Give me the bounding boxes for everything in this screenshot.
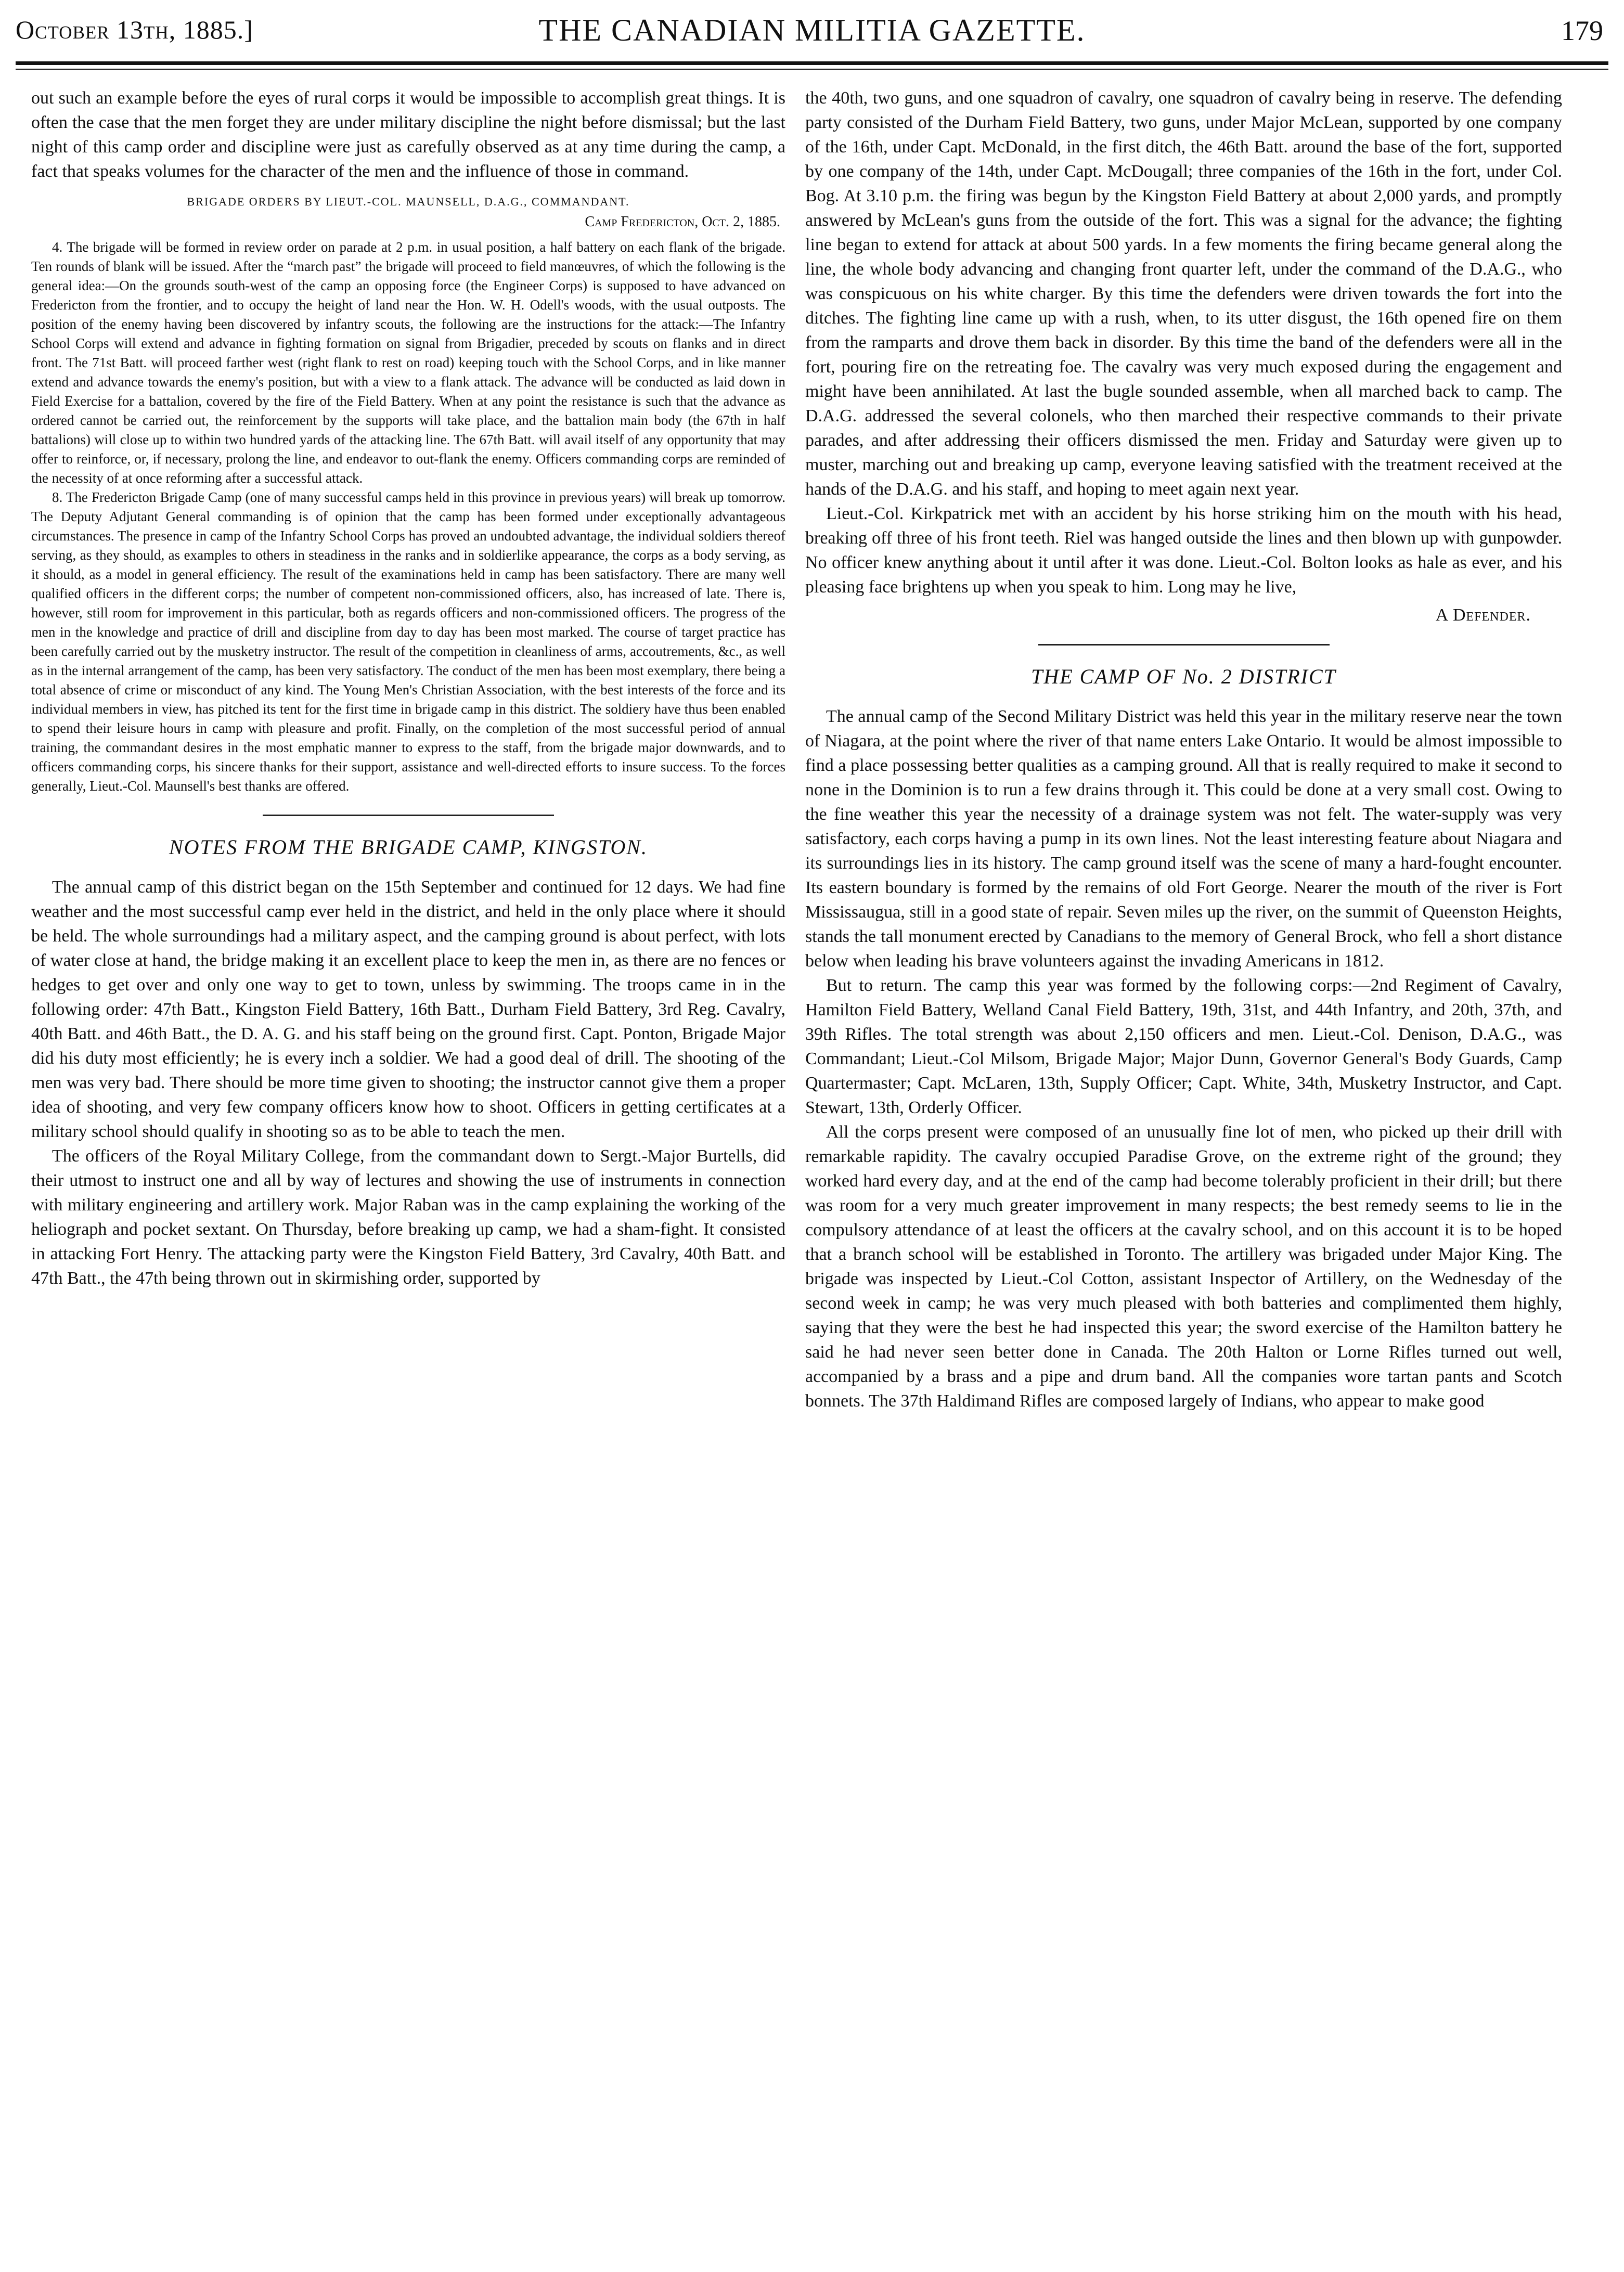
kingston-section-title: NOTES FROM THE BRIGADE CAMP, KINGSTON. xyxy=(169,835,648,859)
kingston-paragraph-1: The annual camp of this district began on the 15th September and continued for 12 days. We had fine weather and the most successful camp ever held in the district, and held in the only place where it should be held. The whole surroundings had a military aspect, and the camping ground is about perfect, with lots of water close at hand, the bridge making it an excellent place to keep the men in, as there are no fences or hedges to get over and only one way to get to town, unless by swimming. The troops came in in the following order: 47th Batt., Kingston Field Battery, 16th Batt., Durham Field Battery, 3rd Reg. Cavalry, 40th Batt. and 46th Batt., the D. A. G. and his staff being on the ground first. Capt. Ponton, Brigade Major did his duty most efficiently; he is every inch a soldier. We had a good deal of drill. The shooting of the men was very bad. There should be more time given to shooting; the instructor cannot give them a proper idea of shooting, and very few company officers know how to shoot. Officers in getting certificates at a military school should qualify in shooting so as to be able to teach the men. xyxy=(31,877,785,1141)
district-paragraph-2: But to return. The camp this year was formed by the following corps:—2nd Regiment of Cavalry, Hamilton Field Battery, Welland Canal Field Battery, 19th, 31st, and 44th Infantry, and 20th, 37th, and 39th Rifles. The total strength was about 2,150 officers and men. Lieut.-Col. Denison, D.A.G., was Commandant; Lieut.-Col Milsom, Brigade Major; Major Dunn, Governor General's Body Guards, Camp Quartermaster; Capt. McLaren, 13th, Supply Officer; Capt. White, 34th, Musketry Instructor, and Capt. Stewart, 13th, Orderly Officer. xyxy=(805,976,1562,1117)
district-section-title: THE CAMP OF No. 2 DISTRICT xyxy=(1031,665,1336,688)
left-column xyxy=(31,86,785,1290)
masthead xyxy=(0,0,1624,57)
newspaper-title: THE CANADIAN MILITIA GAZETTE. xyxy=(538,13,1086,47)
intro-paragraph: out such an example before the eyes of rural corps it would be impossible to accomplish great things. It is often the case that the men forget they are under military discipline the night before dismissal; but the last night of this camp order and discipline were just as carefully observed as at any time during the camp, a fact that speaks volumes for the character of the men and the influence of those in command. xyxy=(31,88,785,181)
kingston-paragraph-3: the 40th, two guns, and one squadron of cavalry, one squadron of cavalry being in reserve. The defending party consisted of the Durham Field Battery, two guns, under Major McLean, supported by one company of the 16th, under Capt. McDonald, in the first ditch, the 46th Batt. around the base of the fort, supported by one company of the 14th, under Capt. McDougall; three companies of the 16th in the fort, under Col. Bog. At 3.10 p.m. the firing was begun by the Kingston Field Battery at about 2,000 yards, and promptly answered by McLean's guns from the outside of the fort. This was a signal for the advance; the fighting line began to extend for attack at about 500 yards. In a few moments the firing became general along the line, the whole body advancing and changing front quarter left, under the command of the D.A.G., who was conspicuous on his white charger. By this time the defenders were driven towards the fort into the ditches. The fighting line came up with a rush, when, to its utter disgust, the 16th opened fire on them from the ramparts and drove them back in disorder. By this time the band of the defenders were all in the fort, pouring fire on the retreating foe. The cavalry was very much exposed during the engagement and might have been annihilated. At last the bugle sounded assemble, when all marched back to camp. The D.A.G. addressed the several colonels, who then marched their respective commands to their private parades, and after addressing their officers dismissed the men. Friday and Saturday were given up to muster, marching out and breaking up camp, everyone leaving satisfied with the treatment received at the hands of the D.A.G. and his staff, and hoping to meet again next year. xyxy=(805,88,1562,499)
brigade-orders-heading: BRIGADE ORDERS BY LIEUT.-COL. MAUNSELL, D.A.G., COMMANDANT. xyxy=(187,195,630,208)
masthead-rule-thick xyxy=(16,61,1608,65)
kingston-paragraph-2: The officers of the Royal Military College, from the commandant down to Sergt.-Major Burtells, did their utmost to instruct one and all by way of lectures and showing the use of instruments in connection with military engineering and artillery work. Major Raban was in the camp explaining the working of the heliograph and pocket sextant. On Thursday, before breaking up camp, we had a sham-fight. It consisted in attacking Fort Henry. The attacking party were the Kingston Field Battery, 3rd Cavalry, 40th Batt. and 47th Batt., the 47th being thrown out in skirmishing order, supported by xyxy=(31,1146,785,1288)
order-paragraph-8: 8. The Fredericton Brigade Camp (one of many successful camps held in this province in previous years) will break up tomorrow. The Deputy Adjutant General commanding is of opinion that the camp has been formed under exceptionally advantageous circumstances. The presence in camp of the Infantry School Corps has proved an undoubted advantage, the individual soldiers thereof serving, as they should, as examples to others in steadiness in the ranks and in soldierlike appearance, the corps as a body serving, as it should, as a model in general efficiency. The result of the examinations held in camp has been satisfactory. There are many well qualified officers in the different corps; the number of competent non-commissioned officers, also, has increased of late. There is, however, still room for improvement in this particular, both as regards officers and non-commissioned officers. The progress of the men in the knowledge and practice of drill and discipline from day to day has been most marked. The course of target practice has been carefully carried out by the musketry instructor. The result of the competition in cleanliness of arms, accoutrements, &c., as well as in the internal arrangement of the camp, has been very satisfactory. The conduct of the men has been most exemplary, there being a total absence of crime or misconduct of any kind. The Young Men's Christian Association, with the best interests of the force and its individual members in view, has pitched its tent for the first time in brigade camp in this district. The soldiery have thus been enabled to spend their leisure hours in camp with pleasure and profit. Finally, on the completion of the most successful period of annual training, the commandant desires in the most emphatic manner to express to the staff, from the brigade major downwards, and to officers commanding corps, his sincere thanks for their support, assistance and well-directed efforts to insure success. To the forces generally, Lieut.-Col. Maunsell's best thanks are offered. xyxy=(31,489,785,794)
orders-dateline: Camp Fredericton, Oct. 2, 1885. xyxy=(585,214,780,230)
kingston-paragraph-4: Lieut.-Col. Kirkpatrick met with an accident by his horse striking him on the mouth with his head, breaking off three of his front teeth. Riel was hanged outside the lines and then blown up with gunpowder. No officer knew anything about it until after it was done. Lieut.-Col. Bolton looks as hale as ever, and his pleasing face brightens up when you speak to him. Long may he live, xyxy=(805,504,1562,597)
section-separator xyxy=(1038,644,1330,646)
masthead-rule-thin xyxy=(16,69,1608,70)
district-paragraph-1: The annual camp of the Second Military District was held this year in the military reserve near the town of Niagara, at the point where the river of that name enters Lake Ontario. It would be almost impossible to find a place possessing better qualities as a camping ground. All that is really required to make it second to none in the Dominion is to run a few drains through it. This could be done at a very small cost. Owing to the fine weather this year the necessity of a drainage system was not felt. The water-supply was very satisfactory, each corps having a pump in its own lines. Not the least interesting feature about Niagara and its surroundings lies in its history. The camp ground itself was the scene of many a hard-fought encounter. Its eastern boundary is formed by the remains of old Fort George. Nearer the mouth of the river is Fort Mississaugua, still in a good state of repair. Seven miles up the river, on the summit of Queenston Heights, stands the tall monument erected by Canadians to the memory of General Brock, who fell a short distance below when leading his brave volunteers against the invading Americans in 1812. xyxy=(805,707,1562,971)
article-signature: A Defender. xyxy=(1435,605,1531,625)
page-number: 179 xyxy=(1561,15,1603,46)
district-paragraph-3: All the corps present were composed of an unusually fine lot of men, who picked up their drill with remarkable rapidity. The cavalry occupied Paradise Grove, on the extreme right of the ground; they worked hard every day, and at the end of the camp had become tolerably proficient in their drill; but there was room for a very much greater improvement in many respects; the best remedy seems to lie in the compulsory attendance of at least the officers at the cavalry school, and on this account it is to be hoped that a branch school will be established in Toronto. The artillery was brigaded under Major King. The brigade was inspected by Lieut.-Col Cotton, assistant Inspector of Artillery, on the Wednesday of the second week in camp; he was very much pleased with both batteries and complimented them highly, saying that they were the best he had inspected this year; the sword exercise of the Hamilton battery he said he had never seen better done in Canada. The 20th Halton or Lorne Rifles turned out well, accompanied by a brass and a pipe and drum band. All the companies wore tartan pants and Scotch bonnets. The 37th Haldimand Rifles are composed largely of Indians, who appear to make good xyxy=(805,1122,1562,1411)
right-column xyxy=(805,86,1562,1413)
issue-date: October 13th, 1885.] xyxy=(16,15,253,44)
section-separator xyxy=(263,815,554,816)
order-paragraph-4: 4. The brigade will be formed in review order on parade at 2 p.m. in usual position, a half battery on each flank of the brigade. Ten rounds of blank will be issued. After the “march past” the brigade will proceed to field manœuvres, of which the following is the general idea:—On the grounds south-west of the camp an opposing force (the Engineer Corps) is supposed to have advanced on Fredericton from the frontier, and to occupy the height of land near the Hon. W. H. Odell's woods, with the usual outposts. The position of the enemy having been discovered by infantry scouts, the following are the instructions for the attack:—The Infantry School Corps will extend and advance in fighting formation on signal from Brigadier, preceded by scouts on flanks and in direct front. The 71st Batt. will proceed farther west (right flank to rest on road) keeping touch with the School Corps, and in like manner extend and advance towards the enemy's position, but with a view to a flank attack. The advance will be conducted as laid down in Field Exercise for a battalion, covered by the fire of the Field Battery. When at any point the resistance is such that the advance as ordered cannot be carried out, the reinforcement by the supports will take place, and the battalion main body (the 67th in half battalions) will close up to within two hundred yards of the attacking line. The 67th Batt. will avail itself of any opportunity that may offer to reinforce, or, if necessary, prolong the line, and endeavor to out-flank the enemy. Officers commanding corps are reminded of the necessity of at once reforming after a successful attack. xyxy=(31,239,785,486)
